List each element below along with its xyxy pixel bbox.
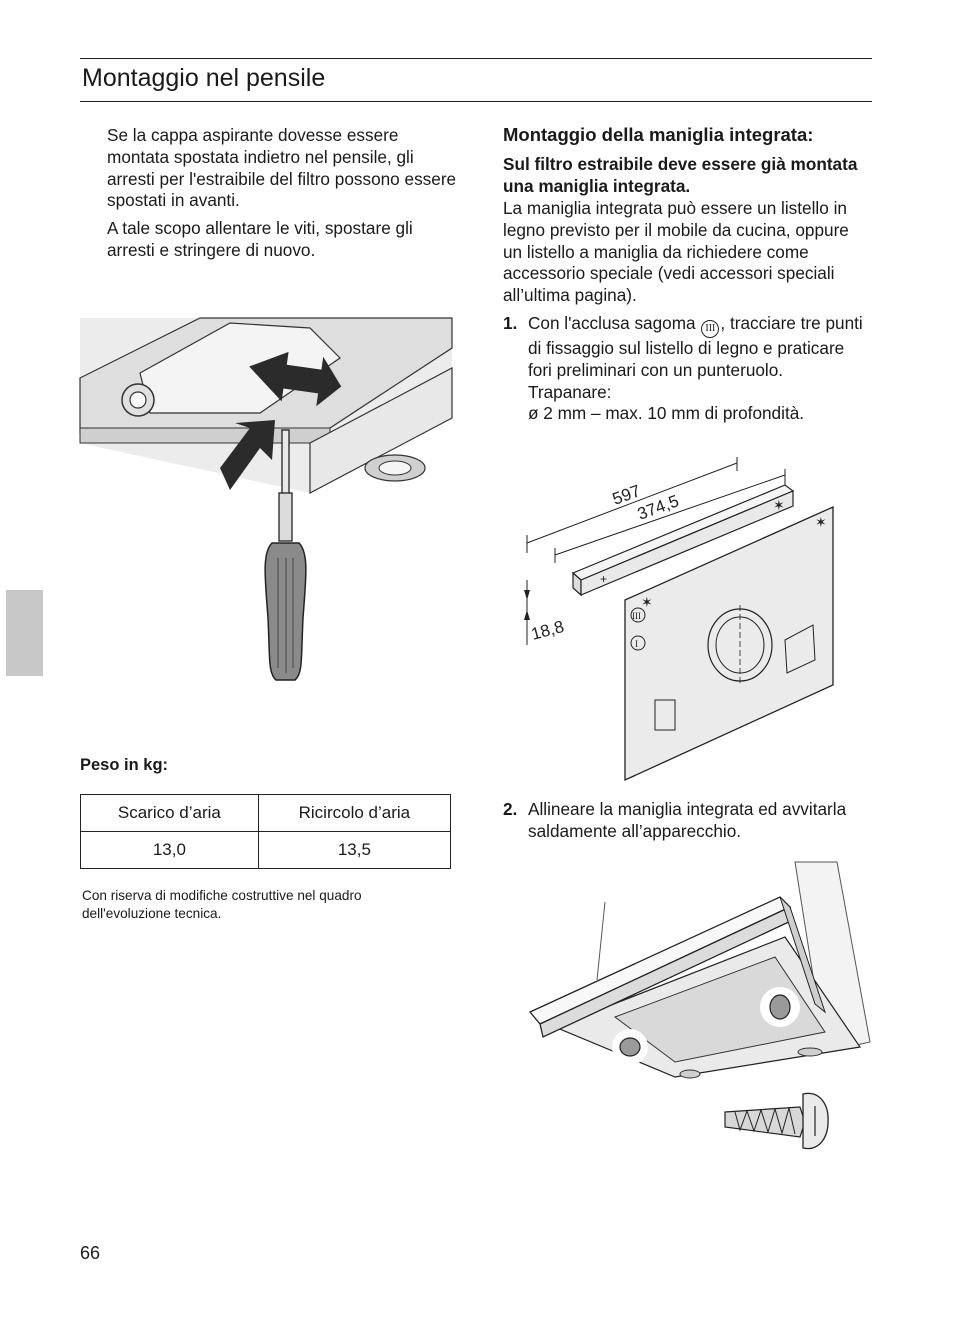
dimension-374: 374,5 bbox=[634, 491, 682, 524]
dimension-18-8: 18,8 bbox=[529, 616, 567, 644]
section-heading: Montaggio della maniglia integrata: bbox=[503, 124, 814, 145]
section-tab bbox=[6, 590, 43, 676]
weight-heading: Peso in kg: bbox=[80, 756, 169, 774]
top-rule bbox=[80, 58, 872, 59]
step-number: 2. bbox=[503, 799, 518, 819]
table-cell: 13,0 bbox=[81, 832, 259, 869]
step-text: Con l'acclusa sagoma bbox=[528, 313, 696, 333]
step-text: , tracciare tre punti di fissaggio sul listello di legno e praticare fori preliminari con un punteruolo. bbox=[528, 313, 863, 380]
page-number: 66 bbox=[80, 1243, 101, 1263]
dimension-597: 597 bbox=[609, 481, 644, 509]
template-mark-1: I bbox=[635, 639, 638, 649]
svg-text:✶: ✶ bbox=[815, 514, 827, 530]
table-cell: 13,5 bbox=[258, 832, 450, 869]
template-mark-3: III bbox=[632, 611, 641, 621]
handle-mounting-illustration bbox=[525, 862, 870, 1154]
disclaimer-note bbox=[82, 887, 362, 923]
table-header-row bbox=[81, 795, 451, 832]
intro-text: La maniglia integrata può essere un listello in legno previsto per il mobile da cucina, oppure un listello a maniglia da richiedere come accessorio speciale (vedi accessori speciali all’ultima pagina). bbox=[503, 198, 849, 306]
stop-adjustment-illustration bbox=[80, 318, 452, 690]
step-1 bbox=[503, 313, 868, 425]
title-rule bbox=[80, 101, 872, 102]
svg-text:✶: ✶ bbox=[641, 594, 653, 610]
template-dimension-diagram bbox=[515, 455, 845, 785]
step-number: 1. bbox=[503, 313, 518, 333]
page-title: Montaggio nel pensile bbox=[82, 64, 326, 92]
drill-spec: ø 2 mm – max. 10 mm di profondità. bbox=[528, 403, 805, 424]
step-text: Allineare la maniglia integrata ed avvitarla saldamente all’apparecchio. bbox=[528, 799, 847, 841]
weight-table bbox=[80, 794, 451, 869]
table-header-cell: Ricircolo d’aria bbox=[258, 795, 450, 832]
instruction-paragraph: A tale scopo allentare le viti, spostare gli arresti e stringere di nuovo. bbox=[107, 218, 413, 260]
bold-intro: Sul filtro estraibile deve essere già montata una maniglia integrata. bbox=[503, 154, 858, 196]
intro-paragraph: Se la cappa aspirante dovesse essere montata spostata indietro nel pensile, gli arresti per l'estraibile del filtro possono essere spostati in avanti. bbox=[107, 125, 457, 211]
drill-label: Trapanare: bbox=[528, 381, 612, 402]
step-2 bbox=[503, 799, 868, 843]
table-header-cell: Scarico d’aria bbox=[81, 795, 259, 832]
disclaimer-line: dell'evoluzione tecnica. bbox=[82, 906, 222, 921]
template-symbol-icon: III bbox=[701, 320, 719, 338]
screw-icon bbox=[725, 1093, 828, 1148]
svg-text:+: + bbox=[600, 572, 608, 586]
svg-text:✶: ✶ bbox=[773, 497, 785, 513]
table-row bbox=[81, 832, 451, 869]
disclaimer-line: Con riserva di modifiche costruttive nel quadro bbox=[82, 888, 362, 903]
